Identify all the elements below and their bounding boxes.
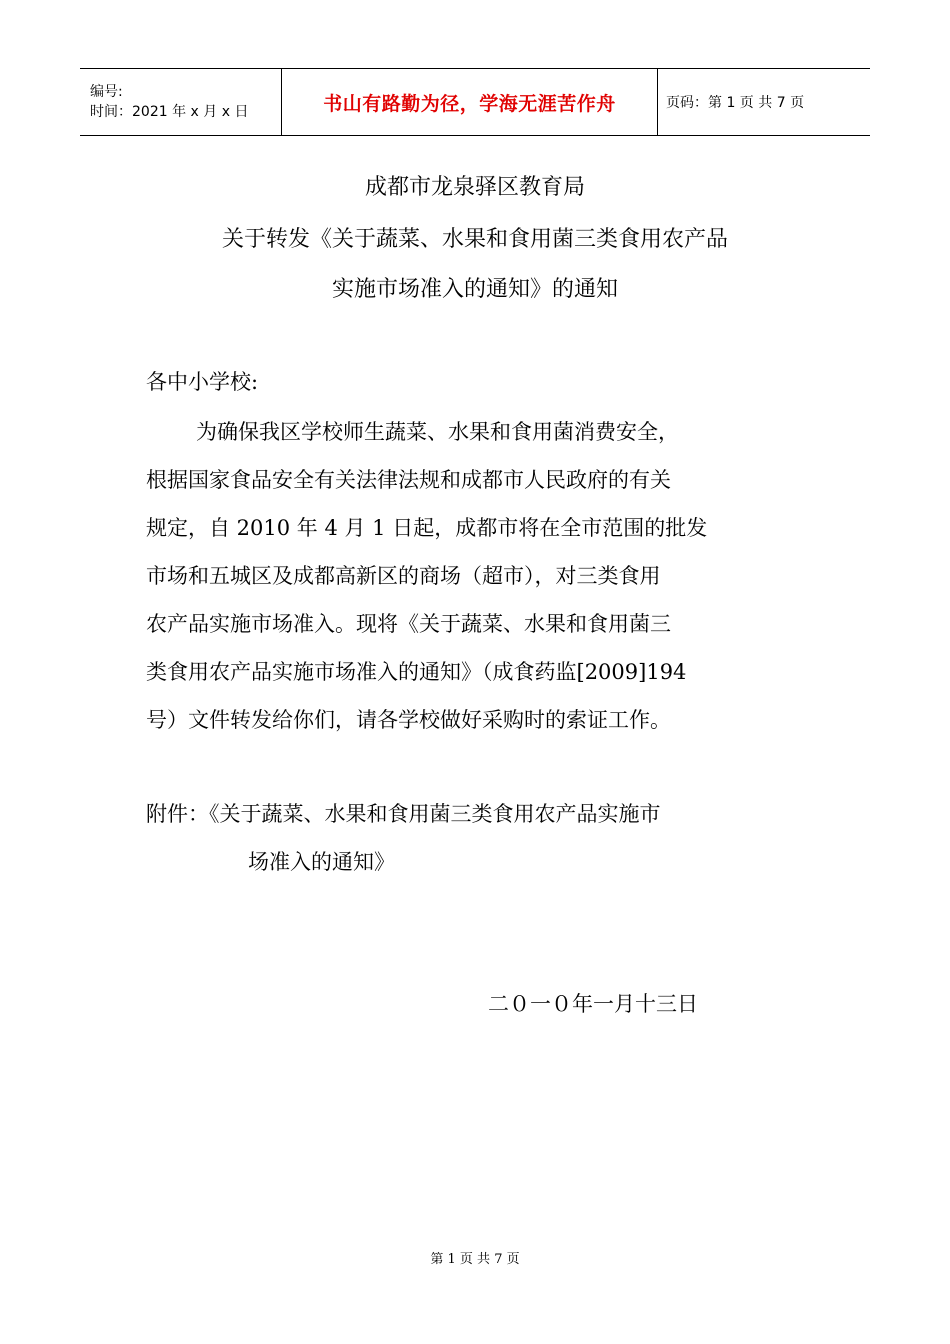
header-page-cell [658,69,870,135]
paragraph-line: 为确保我区学校师生蔬菜、水果和食用菌消费安全， [196,420,679,444]
paragraph-line: 农产品实施市场准入。现将《关于蔬菜、水果和食用菌三 [146,612,671,636]
header-slogan: 书山有路勤为径，学海无涯苦作舟 [323,92,616,115]
paragraph-line: 类食用农产品实施市场准入的通知》（成食药监[2009]194 [146,660,687,684]
title-line-2: 关于转发《关于蔬菜、水果和食用菌三类食用农产品 [221,227,728,252]
header-meta-cell [80,69,282,135]
salutation: 各中小学校: [146,370,259,394]
title-line-3: 实施市场准入的通知》的通知 [331,277,618,302]
header-table [80,68,870,136]
header-slogan-cell [282,69,658,135]
footer-page-number: 第 1 页 共 7 页 [430,1252,520,1267]
header-page-info: 页码：第 1 页 共 7 页 [666,95,805,111]
title-line-1: 成都市龙泉驿区教育局 [364,175,585,200]
paragraph-line: 市场和五城区及成都高新区的商场（超市），对三类食用 [146,564,661,588]
issue-date: 二０一０年一月十三日 [488,992,698,1016]
attachment-line-1: 附件：《关于蔬菜、水果和食用菌三类食用农产品实施市 [146,802,661,826]
paragraph-line: 规定，自 2010 年 4 月 1 日起，成都市将在全市范围的批发 [146,516,708,540]
document-number-label: 编号: [90,84,123,100]
attachment-line-2: 场准入的通知》 [248,850,395,874]
paragraph-line: 根据国家食品安全有关法律法规和成都市人民政府的有关 [146,468,671,492]
paragraph-line: 号）文件转发给你们，请各学校做好采购时的索证工作。 [146,708,671,732]
document-time-label: 时间：2021 年 x 月 x 日 [90,104,249,120]
